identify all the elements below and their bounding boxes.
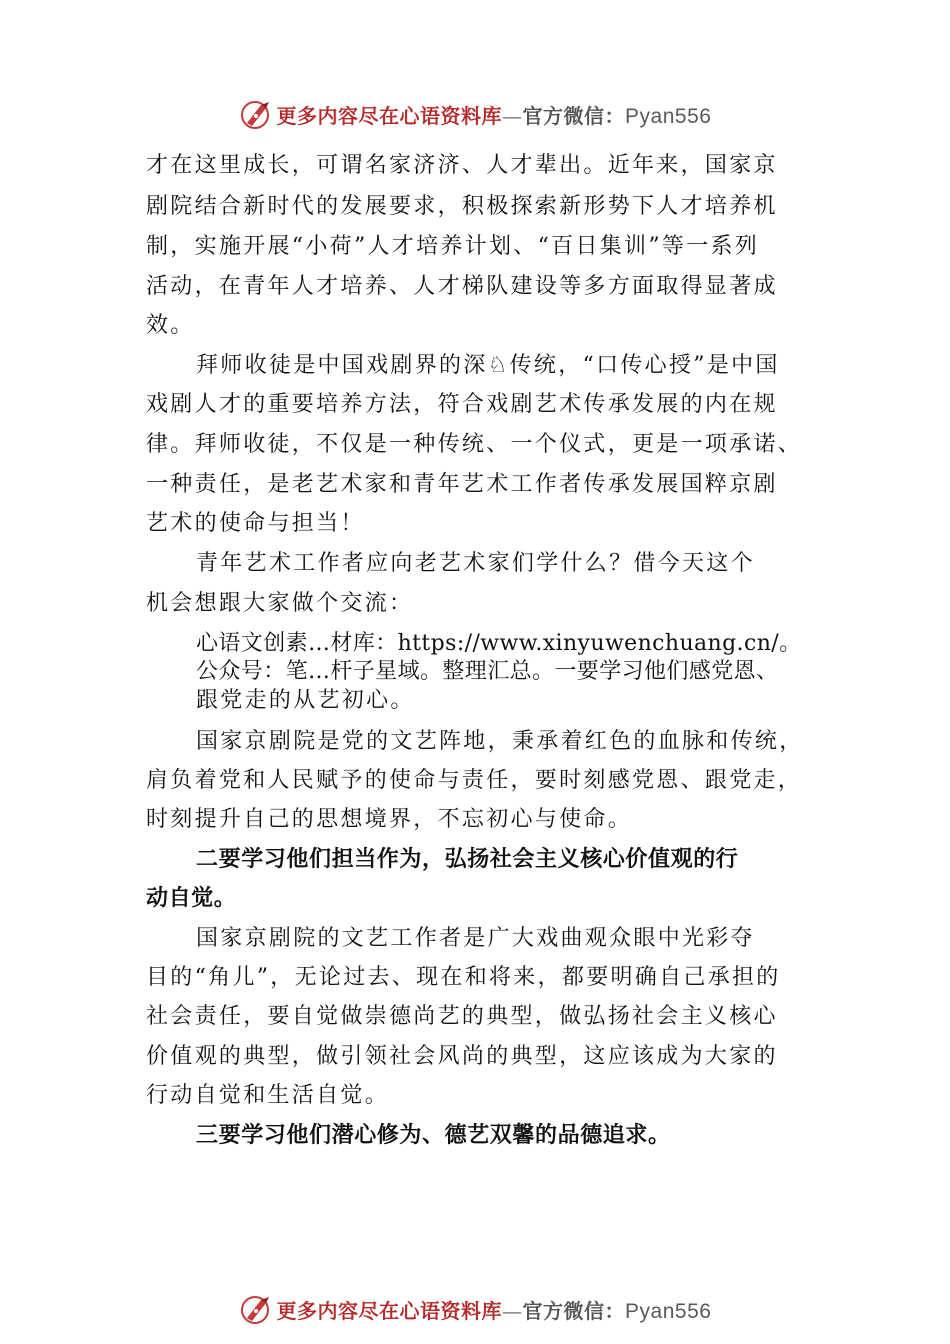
pen-nib-logo-icon bbox=[239, 1292, 273, 1326]
section-heading: 动自觉。 bbox=[146, 886, 237, 911]
text-line: 跟党走的从艺初心。 bbox=[196, 688, 415, 713]
banner-account: Pyan556 bbox=[625, 1299, 712, 1323]
text-line: 戏剧人才的重要培养方法，符合戏剧艺术传承发展的内在规 bbox=[146, 392, 778, 417]
text-line: 国家京剧院的文艺工作者是广大戏曲观众眼中光彩夺 bbox=[196, 926, 755, 951]
banner-account: Pyan556 bbox=[625, 104, 712, 128]
text-line: 时刻提升自己的思想境界，不忘初心与使命。 bbox=[146, 807, 633, 832]
text-line: 艺术的使命与担当！ bbox=[146, 511, 365, 536]
text-line: 机会想跟大家做个交流： bbox=[146, 591, 414, 616]
text-line: 制，实施开展“小荷”人才培养计划、“百日集训”等一系列 bbox=[146, 234, 760, 259]
banner-text bbox=[277, 100, 712, 129]
section-heading: 三要学习他们潜心修为、德艺双馨的品德追求。 bbox=[196, 1123, 671, 1148]
section-heading: 二要学习他们担当作为，弘扬社会主义核心价值观的行 bbox=[196, 847, 739, 872]
text-line: 肩负着党和人民赋予的使命与责任，要时刻感党恩、跟党走， bbox=[146, 768, 803, 793]
text-line: 价值观的典型，做引领社会风尚的典型，这应该成为大家的 bbox=[146, 1044, 778, 1069]
text-line: 拜师收徒是中国戏剧界的深♘传统，“口传心授”是中国 bbox=[196, 353, 780, 378]
text-line: 目的“角儿”，无论过去、现在和将来，都要明确自己承担的 bbox=[146, 965, 781, 990]
text-line: 心语文创素…材库：https://www.xinyuwenchuang.cn/。 bbox=[196, 631, 802, 656]
pen-nib-logo-icon bbox=[239, 97, 273, 131]
text-line: 活动，在青年人才培养、人才梯队建设等多方面取得显著成 bbox=[146, 274, 778, 299]
text-line: 才在这里成长，可谓名家济济、人才辈出。近年来，国家京 bbox=[146, 153, 778, 178]
text-line: 效。 bbox=[146, 313, 195, 338]
banner-main: 更多内容尽在心语资料库 bbox=[276, 1298, 503, 1323]
text-line: 行动自觉和生活自觉。 bbox=[146, 1083, 390, 1108]
text-line: 剧院结合新时代的发展要求，积极探索新形势下人才培养机 bbox=[146, 194, 778, 219]
text-line: 公众号：笔…杆子星域。整理汇总。一要学习他们感党恩、 bbox=[196, 659, 779, 684]
footer-banner bbox=[0, 1289, 950, 1329]
banner-dash: — bbox=[502, 1298, 523, 1323]
text-line: 律。拜师收徒，不仅是一种传统、一个仪式，更是一项承诺、 bbox=[146, 432, 803, 457]
banner-wechat: 官方微信： bbox=[522, 1298, 626, 1323]
header-banner bbox=[0, 94, 950, 134]
text-line: 一种责任，是老艺术家和青年艺术工作者传承发展国粹京剧 bbox=[146, 472, 778, 497]
banner-dash: — bbox=[502, 103, 523, 128]
banner-wechat: 官方微信： bbox=[522, 103, 626, 128]
text-line: 社会责任，要自觉做崇德尚艺的典型，做弘扬社会主义核心 bbox=[146, 1004, 778, 1029]
text-line: 青年艺术工作者应向老艺术家们学什么？借今天这个 bbox=[196, 551, 755, 576]
banner-main: 更多内容尽在心语资料库 bbox=[276, 103, 503, 128]
text-line: 国家京剧院是党的文艺阵地，秉承着红色的血脉和传统， bbox=[196, 729, 804, 754]
banner-text bbox=[277, 1295, 712, 1324]
